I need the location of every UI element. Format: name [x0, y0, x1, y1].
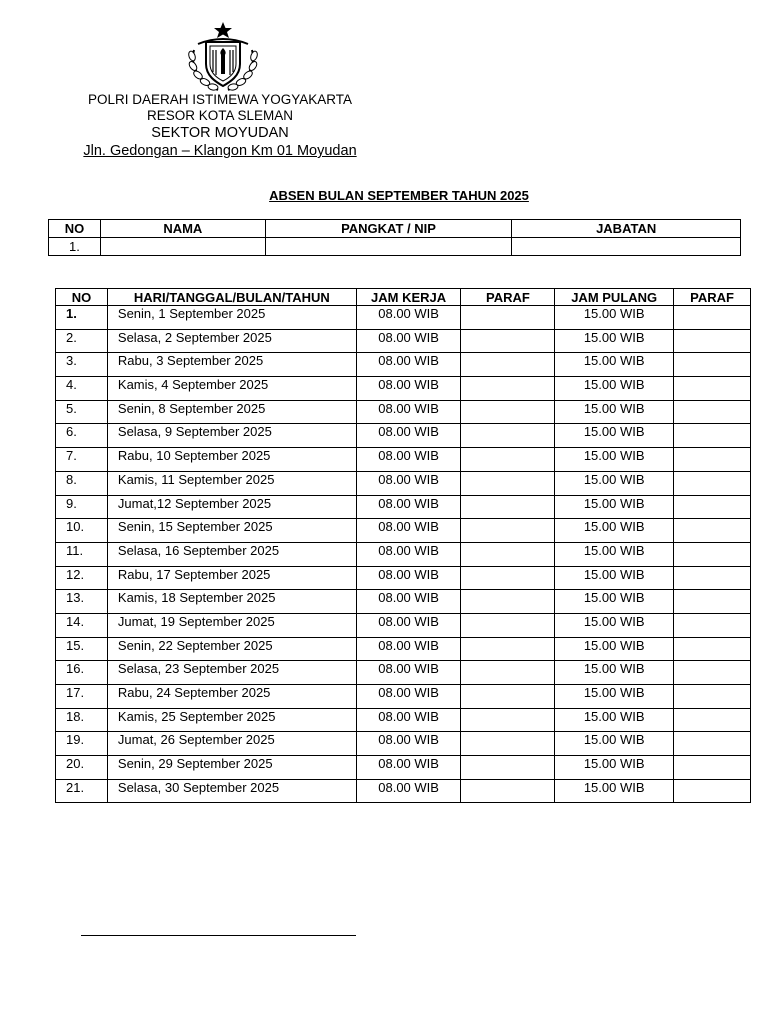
row-date: Kamis, 18 September 2025 — [107, 590, 356, 614]
row-date: Senin, 29 September 2025 — [107, 756, 356, 780]
row-paraf-out[interactable] — [674, 377, 751, 401]
identity-header-no: NO — [49, 220, 101, 238]
row-jam-kerja: 08.00 WIB — [356, 542, 461, 566]
row-jam-kerja: 08.00 WIB — [356, 448, 461, 472]
table-row — [56, 590, 751, 614]
row-date: Senin, 8 September 2025 — [107, 400, 356, 424]
row-no: 16. — [56, 661, 108, 685]
row-jam-pulang: 15.00 WIB — [555, 661, 674, 685]
table-row — [56, 779, 751, 803]
row-paraf-in[interactable] — [461, 566, 555, 590]
row-date: Senin, 1 September 2025 — [107, 306, 356, 330]
row-jam-kerja: 08.00 WIB — [356, 519, 461, 543]
header-line-2: RESOR KOTA SLEMAN — [146, 108, 294, 123]
attendance-table — [55, 288, 751, 803]
row-paraf-in[interactable] — [461, 306, 555, 330]
attendance-header-jam-kerja: JAM KERJA — [356, 289, 461, 306]
row-no: 6. — [56, 424, 108, 448]
row-no: 2. — [56, 329, 108, 353]
table-row — [56, 542, 751, 566]
polri-emblem-icon — [180, 20, 266, 94]
row-jam-kerja: 08.00 WIB — [356, 377, 461, 401]
row-jam-kerja: 08.00 WIB — [356, 471, 461, 495]
row-no: 3. — [56, 353, 108, 377]
row-jam-pulang: 15.00 WIB — [555, 613, 674, 637]
row-jam-kerja: 08.00 WIB — [356, 685, 461, 709]
row-date: Senin, 15 September 2025 — [107, 519, 356, 543]
row-paraf-out[interactable] — [674, 424, 751, 448]
table-row — [56, 661, 751, 685]
row-paraf-in[interactable] — [461, 542, 555, 566]
row-paraf-out[interactable] — [674, 353, 751, 377]
row-paraf-out[interactable] — [674, 448, 751, 472]
attendance-header-date: HARI/TANGGAL/BULAN/TAHUN — [107, 289, 356, 306]
row-date: Senin, 22 September 2025 — [107, 637, 356, 661]
row-paraf-out[interactable] — [674, 637, 751, 661]
row-date: Rabu, 10 September 2025 — [107, 448, 356, 472]
row-jam-pulang: 15.00 WIB — [555, 566, 674, 590]
row-jam-pulang: 15.00 WIB — [555, 732, 674, 756]
row-jam-kerja: 08.00 WIB — [356, 566, 461, 590]
row-paraf-out[interactable] — [674, 613, 751, 637]
row-jam-pulang: 15.00 WIB — [555, 779, 674, 803]
table-row — [56, 353, 751, 377]
row-jam-kerja: 08.00 WIB — [356, 661, 461, 685]
row-jam-pulang: 15.00 WIB — [555, 377, 674, 401]
row-no: 7. — [56, 448, 108, 472]
table-row — [56, 377, 751, 401]
row-paraf-out[interactable] — [674, 685, 751, 709]
row-paraf-out[interactable] — [674, 471, 751, 495]
row-date: Selasa, 16 September 2025 — [107, 542, 356, 566]
row-paraf-out[interactable] — [674, 708, 751, 732]
row-paraf-in[interactable] — [461, 732, 555, 756]
identity-no: 1. — [49, 238, 101, 256]
row-paraf-in[interactable] — [461, 448, 555, 472]
row-no: 10. — [56, 519, 108, 543]
row-jam-pulang: 15.00 WIB — [555, 424, 674, 448]
row-jam-kerja: 08.00 WIB — [356, 495, 461, 519]
identity-pangkat-field[interactable] — [265, 238, 512, 256]
row-date: Kamis, 25 September 2025 — [107, 708, 356, 732]
row-jam-kerja: 08.00 WIB — [356, 400, 461, 424]
row-paraf-in[interactable] — [461, 779, 555, 803]
row-jam-kerja: 08.00 WIB — [356, 708, 461, 732]
row-paraf-in[interactable] — [461, 661, 555, 685]
attendance-header-paraf-out: PARAF — [674, 289, 751, 306]
row-date: Kamis, 4 September 2025 — [107, 377, 356, 401]
row-no: 8. — [56, 471, 108, 495]
identity-jabatan-field[interactable] — [512, 238, 741, 256]
table-row — [56, 519, 751, 543]
row-jam-kerja: 08.00 WIB — [356, 732, 461, 756]
identity-header-pangkat: PANGKAT / NIP — [265, 220, 512, 238]
row-paraf-out[interactable] — [674, 566, 751, 590]
row-paraf-in[interactable] — [461, 637, 555, 661]
row-no: 15. — [56, 637, 108, 661]
row-no: 1. — [56, 306, 108, 330]
row-paraf-out[interactable] — [674, 519, 751, 543]
row-jam-kerja: 08.00 WIB — [356, 306, 461, 330]
identity-nama-field[interactable] — [100, 238, 265, 256]
identity-header-jabatan: JABATAN — [512, 220, 741, 238]
identity-table — [48, 219, 741, 256]
attendance-header-jam-pulang: JAM PULANG — [555, 289, 674, 306]
table-row — [56, 329, 751, 353]
row-date: Rabu, 17 September 2025 — [107, 566, 356, 590]
table-row — [56, 424, 751, 448]
row-date: Jumat,12 September 2025 — [107, 495, 356, 519]
row-jam-pulang: 15.00 WIB — [555, 306, 674, 330]
row-no: 12. — [56, 566, 108, 590]
row-date: Selasa, 30 September 2025 — [107, 779, 356, 803]
signature-line — [81, 935, 356, 936]
row-no: 17. — [56, 685, 108, 709]
row-date: Rabu, 24 September 2025 — [107, 685, 356, 709]
row-jam-pulang: 15.00 WIB — [555, 708, 674, 732]
row-paraf-in[interactable] — [461, 756, 555, 780]
row-jam-pulang: 15.00 WIB — [555, 471, 674, 495]
row-paraf-in[interactable] — [461, 400, 555, 424]
table-row — [56, 613, 751, 637]
row-paraf-in[interactable] — [461, 613, 555, 637]
row-paraf-in[interactable] — [461, 685, 555, 709]
row-no: 18. — [56, 708, 108, 732]
table-row — [56, 637, 751, 661]
row-paraf-out[interactable] — [674, 779, 751, 803]
row-jam-kerja: 08.00 WIB — [356, 353, 461, 377]
row-jam-kerja: 08.00 WIB — [356, 329, 461, 353]
row-jam-kerja: 08.00 WIB — [356, 613, 461, 637]
table-row — [56, 732, 751, 756]
row-paraf-in[interactable] — [461, 590, 555, 614]
table-row — [56, 685, 751, 709]
row-paraf-out[interactable] — [674, 400, 751, 424]
row-paraf-in[interactable] — [461, 353, 555, 377]
table-row — [56, 756, 751, 780]
attendance-header-paraf-in: PARAF — [461, 289, 555, 306]
header-line-1: POLRI DAERAH ISTIMEWA YOGYAKARTA — [87, 92, 353, 107]
row-no: 19. — [56, 732, 108, 756]
header-line-3: SEKTOR MOYUDAN — [151, 125, 289, 141]
identity-header-row — [49, 220, 741, 238]
row-jam-kerja: 08.00 WIB — [356, 424, 461, 448]
row-date: Rabu, 3 September 2025 — [107, 353, 356, 377]
row-paraf-out[interactable] — [674, 661, 751, 685]
row-jam-pulang: 15.00 WIB — [555, 353, 674, 377]
row-jam-pulang: 15.00 WIB — [555, 519, 674, 543]
row-paraf-in[interactable] — [461, 424, 555, 448]
row-jam-kerja: 08.00 WIB — [356, 756, 461, 780]
table-row — [56, 566, 751, 590]
row-paraf-out[interactable] — [674, 756, 751, 780]
row-paraf-out[interactable] — [674, 542, 751, 566]
row-no: 9. — [56, 495, 108, 519]
table-row — [56, 471, 751, 495]
row-no: 20. — [56, 756, 108, 780]
header-address: Jln. Gedongan – Klangon Km 01 Moyudan — [83, 143, 357, 159]
row-jam-pulang: 15.00 WIB — [555, 637, 674, 661]
row-date: Selasa, 9 September 2025 — [107, 424, 356, 448]
row-no: 14. — [56, 613, 108, 637]
row-paraf-out[interactable] — [674, 495, 751, 519]
table-row — [56, 708, 751, 732]
row-no: 4. — [56, 377, 108, 401]
row-date: Selasa, 23 September 2025 — [107, 661, 356, 685]
row-paraf-out[interactable] — [674, 329, 751, 353]
row-paraf-in[interactable] — [461, 471, 555, 495]
attendance-body — [56, 306, 751, 803]
row-date: Jumat, 26 September 2025 — [107, 732, 356, 756]
row-paraf-out[interactable] — [674, 590, 751, 614]
document-title: ABSEN BULAN SEPTEMBER TAHUN 2025 — [269, 188, 529, 203]
row-jam-kerja: 08.00 WIB — [356, 590, 461, 614]
row-no: 5. — [56, 400, 108, 424]
row-jam-pulang: 15.00 WIB — [555, 685, 674, 709]
row-paraf-in[interactable] — [461, 519, 555, 543]
attendance-header-no: NO — [56, 289, 108, 306]
institution-header — [60, 92, 380, 160]
row-no: 13. — [56, 590, 108, 614]
table-row — [56, 400, 751, 424]
row-jam-pulang: 15.00 WIB — [555, 542, 674, 566]
row-jam-pulang: 15.00 WIB — [555, 590, 674, 614]
row-paraf-in[interactable] — [461, 708, 555, 732]
row-date: Selasa, 2 September 2025 — [107, 329, 356, 353]
row-jam-pulang: 15.00 WIB — [555, 495, 674, 519]
row-paraf-out[interactable] — [674, 306, 751, 330]
attendance-header-row — [56, 289, 751, 306]
row-paraf-in[interactable] — [461, 377, 555, 401]
row-no: 11. — [56, 542, 108, 566]
table-row — [56, 306, 751, 330]
row-jam-pulang: 15.00 WIB — [555, 448, 674, 472]
row-jam-kerja: 08.00 WIB — [356, 637, 461, 661]
row-paraf-out[interactable] — [674, 732, 751, 756]
row-no: 21. — [56, 779, 108, 803]
row-jam-kerja: 08.00 WIB — [356, 779, 461, 803]
row-paraf-in[interactable] — [461, 329, 555, 353]
table-row — [56, 448, 751, 472]
row-date: Jumat, 19 September 2025 — [107, 613, 356, 637]
row-jam-pulang: 15.00 WIB — [555, 756, 674, 780]
row-paraf-in[interactable] — [461, 495, 555, 519]
row-date: Kamis, 11 September 2025 — [107, 471, 356, 495]
identity-row — [49, 238, 741, 256]
identity-header-nama: NAMA — [100, 220, 265, 238]
table-row — [56, 495, 751, 519]
row-jam-pulang: 15.00 WIB — [555, 400, 674, 424]
row-jam-pulang: 15.00 WIB — [555, 329, 674, 353]
